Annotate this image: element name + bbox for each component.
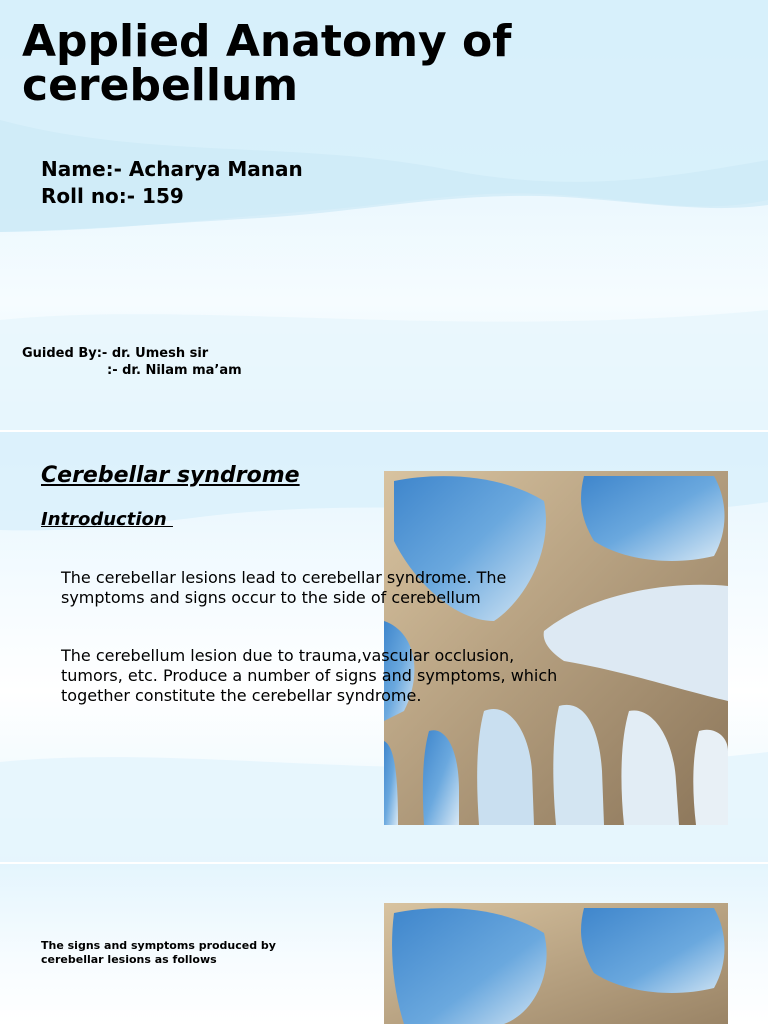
architecture-photo [384,903,728,1024]
guided-by-line-2: :- dr. Nilam ma’am [107,363,242,378]
slide-title: Applied Anatomy of cerebellum [22,16,512,111]
intro-paragraph-2: The cerebellum lesion due to trauma,vascular occlusion, tumors, etc. Produce a number of signs and symptoms, which together constitute the cerebellar syndrome. [61,646,558,705]
intro-paragraph-1: The cerebellar lesions lead to cerebellar syndrome. The symptoms and signs occur to the side of cerebellum [61,568,507,607]
student-name: Name:- Acharya Manan [41,157,303,181]
section-heading: Cerebellar syndrome [41,463,300,488]
title-slide [0,0,768,432]
signs-symptoms-slide [0,864,768,1024]
roll-number: Roll no:- 159 [41,184,184,208]
signs-symptoms-text: The signs and symptoms produced by cerebellar lesions as follows [41,939,276,966]
introduction-slide [0,432,768,864]
subheading-introduction: Introduction [41,509,173,530]
guided-by-line-1: Guided By:- dr. Umesh sir [22,346,209,361]
